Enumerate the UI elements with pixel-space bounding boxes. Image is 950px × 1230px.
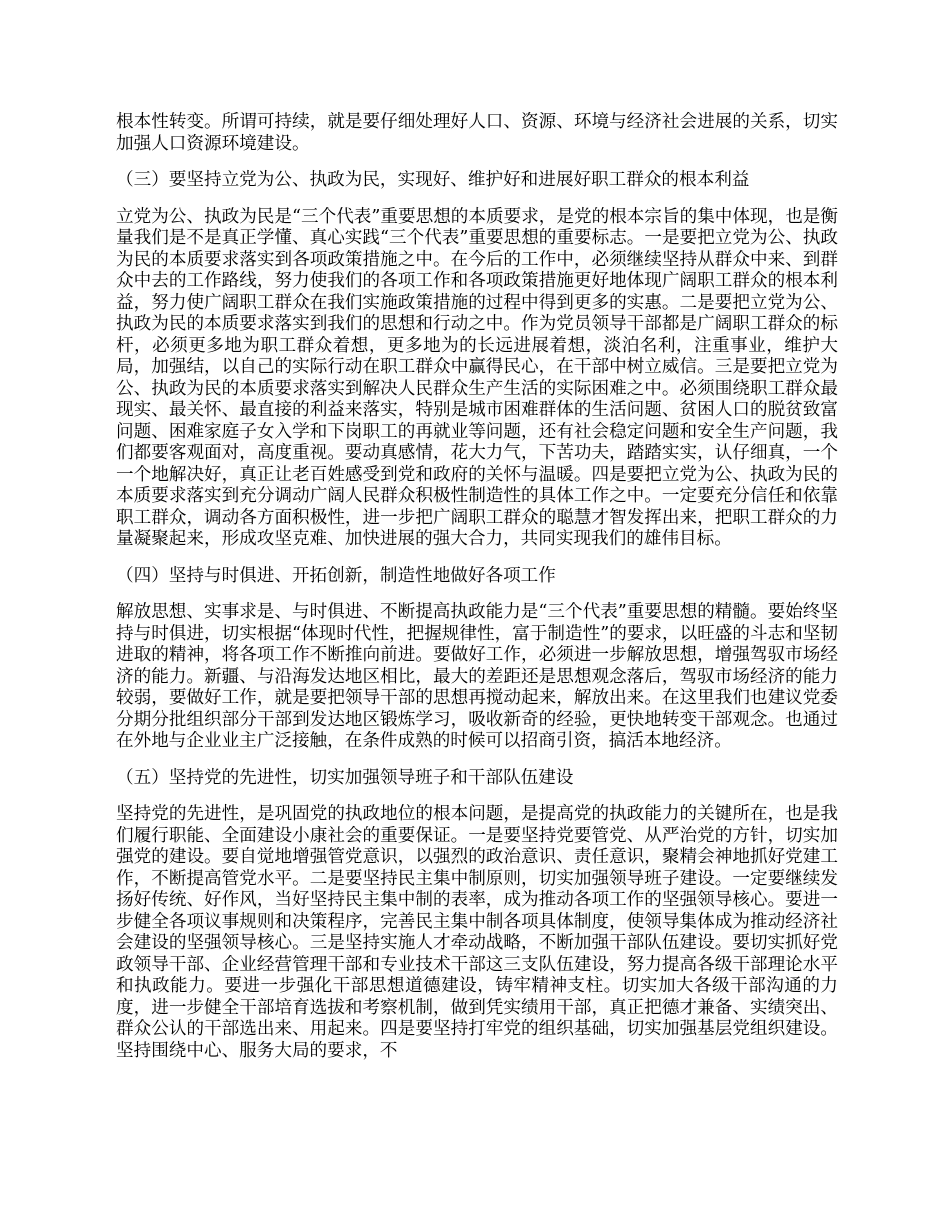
document-page (116, 112, 838, 1077)
paragraph-section-3: 立党为公、执政为民是“三个代表”重要思想的本质要求，是党的根本宗旨的集中体现，也是衡量我们是不是真正学懂、真心实践“三个代表”重要思想的重要标志。一是要把立党为公、执政为民的本质要求落实到各项政策措施之中。在今后的工作中，必须继续坚持从群众中来、到群众中去的工作路线，努力使我们的各项工作和各项政策措施更好地体现广阔职工群众的根本利益，努力使广阔职工群众在我们实施政策措施的过程中得到更多的实惠。二是要把立党为公、执政为民的本质要求落实到我们的思想和行动之中。作为党员领导干部都是广阔职工群众的标杆，必须更多地为职工群众着想，更多地为的长远进展着想，淡泊名利，注重事业，维护大局，加强结，以自己的实际行动在职工群众中赢得民心，在干部中树立威信。三是要把立党为公、执政为民的本质要求落实到解决人民群众生产生活的实际困难之中。必须围绕职工群众最现实、最关怀、最直接的利益来落实，特别是城市困难群体的生活问题、贫困人口的脱贫致富问题、困难家庭子女入学和下岗职工的再就业等问题，还有社会稳定问题和安全生产问题，我们都要客观面对，高度重视。要动真感情，花大力气，下苦功夫，踏踏实实，认仔细真，一个一个地解决好，真正让老百姓感受到党和政府的关怀与温暖。四是要把立党为公、执政为民的本质要求落实到充分调动广阔人民群众积极性制造性的具体工作之中。一定要充分信任和依靠职工群众，调动各方面积极性，进一步把广阔职工群众的聪慧才智发挥出来，把职工群众的力量凝聚起来，形成攻坚克难、加快进展的强大合力，共同实现我们的雄伟目标。 (116, 206, 838, 549)
paragraph-section-5: 坚持党的先进性，是巩固党的执政地位的根本问题，是提高党的执政能力的关键所在，也是我们履行职能、全面建设小康社会的重要保证。一是要坚持党要管党、从严治党的方针，切实加强党的建设。要自觉地增强管党意识，以强烈的政治意识、责任意识，聚精会神地抓好党建工作，不断提高管党水平。二是要坚持民主集中制原则，切实加强领导班子建设。一定要继续发扬好传统、好作风，当好坚持民主集中制的表率，成为推动各项工作的坚强领导核心。要进一步健全各项议事规则和决策程序，完善民主集中制各项具体制度，使领导集体成为推动经济社会建设的坚强领导核心。三是坚持实施人才牵动战略，不断加强干部队伍建设。要切实抓好党政领导干部、企业经营管理干部和专业技术干部这三支队伍建设，努力提高各级干部理论水平和执政能力。要进一步强化干部思想道德建设，铸牢精神支柱。切实加大各级干部沟通的力度，进一步健全干部培育选拔和考察机制，做到凭实绩用干部，真正把德才兼备、实绩突出、群众公认的干部选出来、用起来。四是要坚持打牢党的组织基础，切实加强基层党组织建设。坚持围绕中心、服务大局的要求，不 (116, 804, 838, 1061)
paragraph-intro: 根本性转变。所谓可持续，就是要仔细处理好人口、资源、环境与经济社会进展的关系，切实加强人口资源环境建设。 (116, 112, 838, 154)
paragraph-section-4: 解放思想、实事求是、与时俱进、不断提高执政能力是“三个代表”重要思想的精髓。要始终坚持与时俱进，切实根据“体现时代性，把握规律性，富于制造性”的要求，以旺盛的斗志和坚韧进取的精神，将各项工作不断推向前进。要做好工作，必须进一步解放思想，增强驾驭市场经济的能力。新疆、与沿海发达地区相比，最大的差距还是思想观念落后，驾驭市场经济的能力较弱，要做好工作，就是要把领导干部的思想再搅动起来，解放出来。在这里我们也建议党委分期分批组织部分干部到发达地区锻炼学习，吸收新奇的经验，更快地转变干部观念。也通过在外地与企业业主广泛接触，在条件成熟的时候可以招商引资，搞活本地经济。 (116, 602, 838, 751)
section-heading-4: （四）坚持与时俱进、开拓创新，制造性地做好各项工作 (116, 565, 556, 586)
section-heading-5: （五）坚持党的先进性，切实加强领导班子和干部队伍建设 (116, 767, 574, 788)
section-heading-3: （三）要坚持立党为公、执政为民，实现好、维护好和进展好职工群众的根本利益 (116, 170, 750, 190)
